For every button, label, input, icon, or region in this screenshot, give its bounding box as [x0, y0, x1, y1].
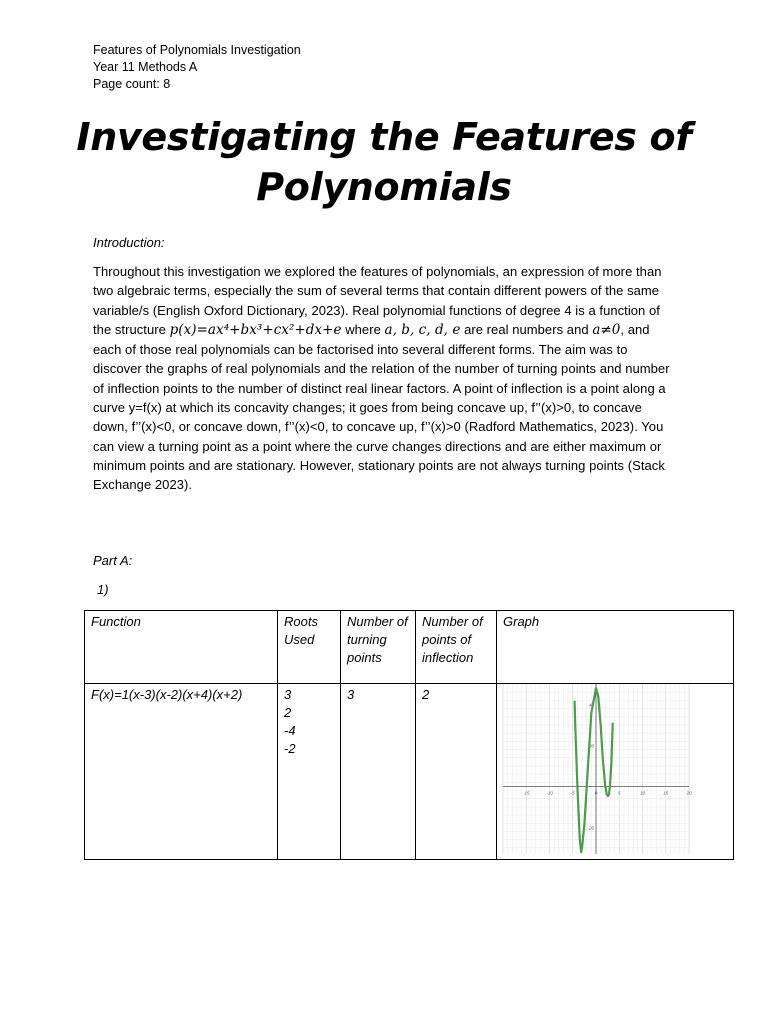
intro-heading: Introduction:: [93, 235, 165, 250]
table-header-row: [85, 611, 734, 684]
y-tick-label: 40: [588, 702, 594, 708]
root-value: -2: [284, 741, 296, 756]
x-tick-label: 15: [663, 790, 669, 796]
header-page-count: Page count: 8: [93, 77, 171, 91]
root-value: -4: [284, 723, 296, 738]
header-function: Function: [85, 611, 278, 684]
x-tick-label: -10: [546, 790, 553, 796]
part-a-heading: Part A:: [93, 553, 133, 568]
polynomial-graph: [497, 684, 727, 854]
header-roots: Roots Used: [278, 611, 341, 684]
x-tick-label: -5: [570, 790, 575, 796]
header-class: Year 11 Methods A: [93, 60, 198, 74]
polynomial-table: [84, 610, 734, 860]
cell-function: F(x)=1(x-3)(x-2)(x+4)(x+2): [85, 684, 278, 860]
title-line-2: Polynomials: [256, 165, 512, 209]
header-graph: Graph: [497, 611, 734, 684]
cell-turning-points: 3: [341, 684, 416, 860]
cell-inflection-points: 2: [416, 684, 497, 860]
polynomial-formula: p(x)=ax⁴+bx³+cx²+dx+e: [169, 321, 342, 338]
cell-graph: [497, 684, 734, 860]
document-header: [93, 42, 301, 93]
x-tick-label: 20: [686, 790, 692, 796]
x-tick-label: -15: [522, 790, 530, 796]
header-inflection-points: Number of points of inflection: [416, 611, 497, 684]
question-number: 1): [97, 582, 109, 597]
x-tick-label: 5: [617, 790, 621, 796]
title-line-1: Investigating the Features of: [76, 115, 692, 159]
header-title: Features of Polynomials Investigation: [93, 43, 301, 57]
root-value: 2: [284, 705, 292, 720]
x-tick-label: 0: [594, 790, 598, 796]
y-tick-label: -20: [587, 825, 594, 831]
coefficients: a, b, c, d, e: [384, 321, 461, 338]
cell-roots: [278, 684, 341, 860]
intro-text-3: are real numbers and: [460, 321, 593, 337]
x-tick-label: 10: [639, 790, 646, 796]
table-row: [85, 684, 734, 860]
header-turning-points: Number of turning points: [341, 611, 416, 684]
root-value: 3: [284, 687, 292, 702]
page-title: [40, 112, 728, 212]
intro-text-4: , and each of those real polynomials can be factorised into several different forms. The aim was to discover the graphs of real polynomials and the relation of the number of turning points and number of inflection points to the number of distinct real linear factors. A point of inflection is a point along a curve y=f(x) at which its concavity changes; it goes from being concave up, f’’(x)>0, to concave down, f’’(x)<0, or concave down, f’’(x)<0, to concave up, f’’(x)>0 (Radford Mathematics, 2023). You can view a turning point as a point where the curve changes directions and are either maximum or minimum points and are stationary. However, stationary points are not always turning points (Stack Exchange 2023).: [93, 321, 670, 493]
intro-paragraph: [93, 262, 678, 495]
intro-text-2: where: [341, 321, 385, 337]
y-tick-label: 20: [588, 743, 594, 749]
intro-text-1: Throughout this investigation we explored the features of polynomials, an expression of more than two algebraic terms, especially the sum of several terms that contain different powers of the same variable/s (English Oxford Dictionary, 2023). Real polynomial functions of degree 4 is a function of the structure: [93, 264, 662, 337]
leading-coefficient-condition: a≠0: [592, 321, 621, 338]
